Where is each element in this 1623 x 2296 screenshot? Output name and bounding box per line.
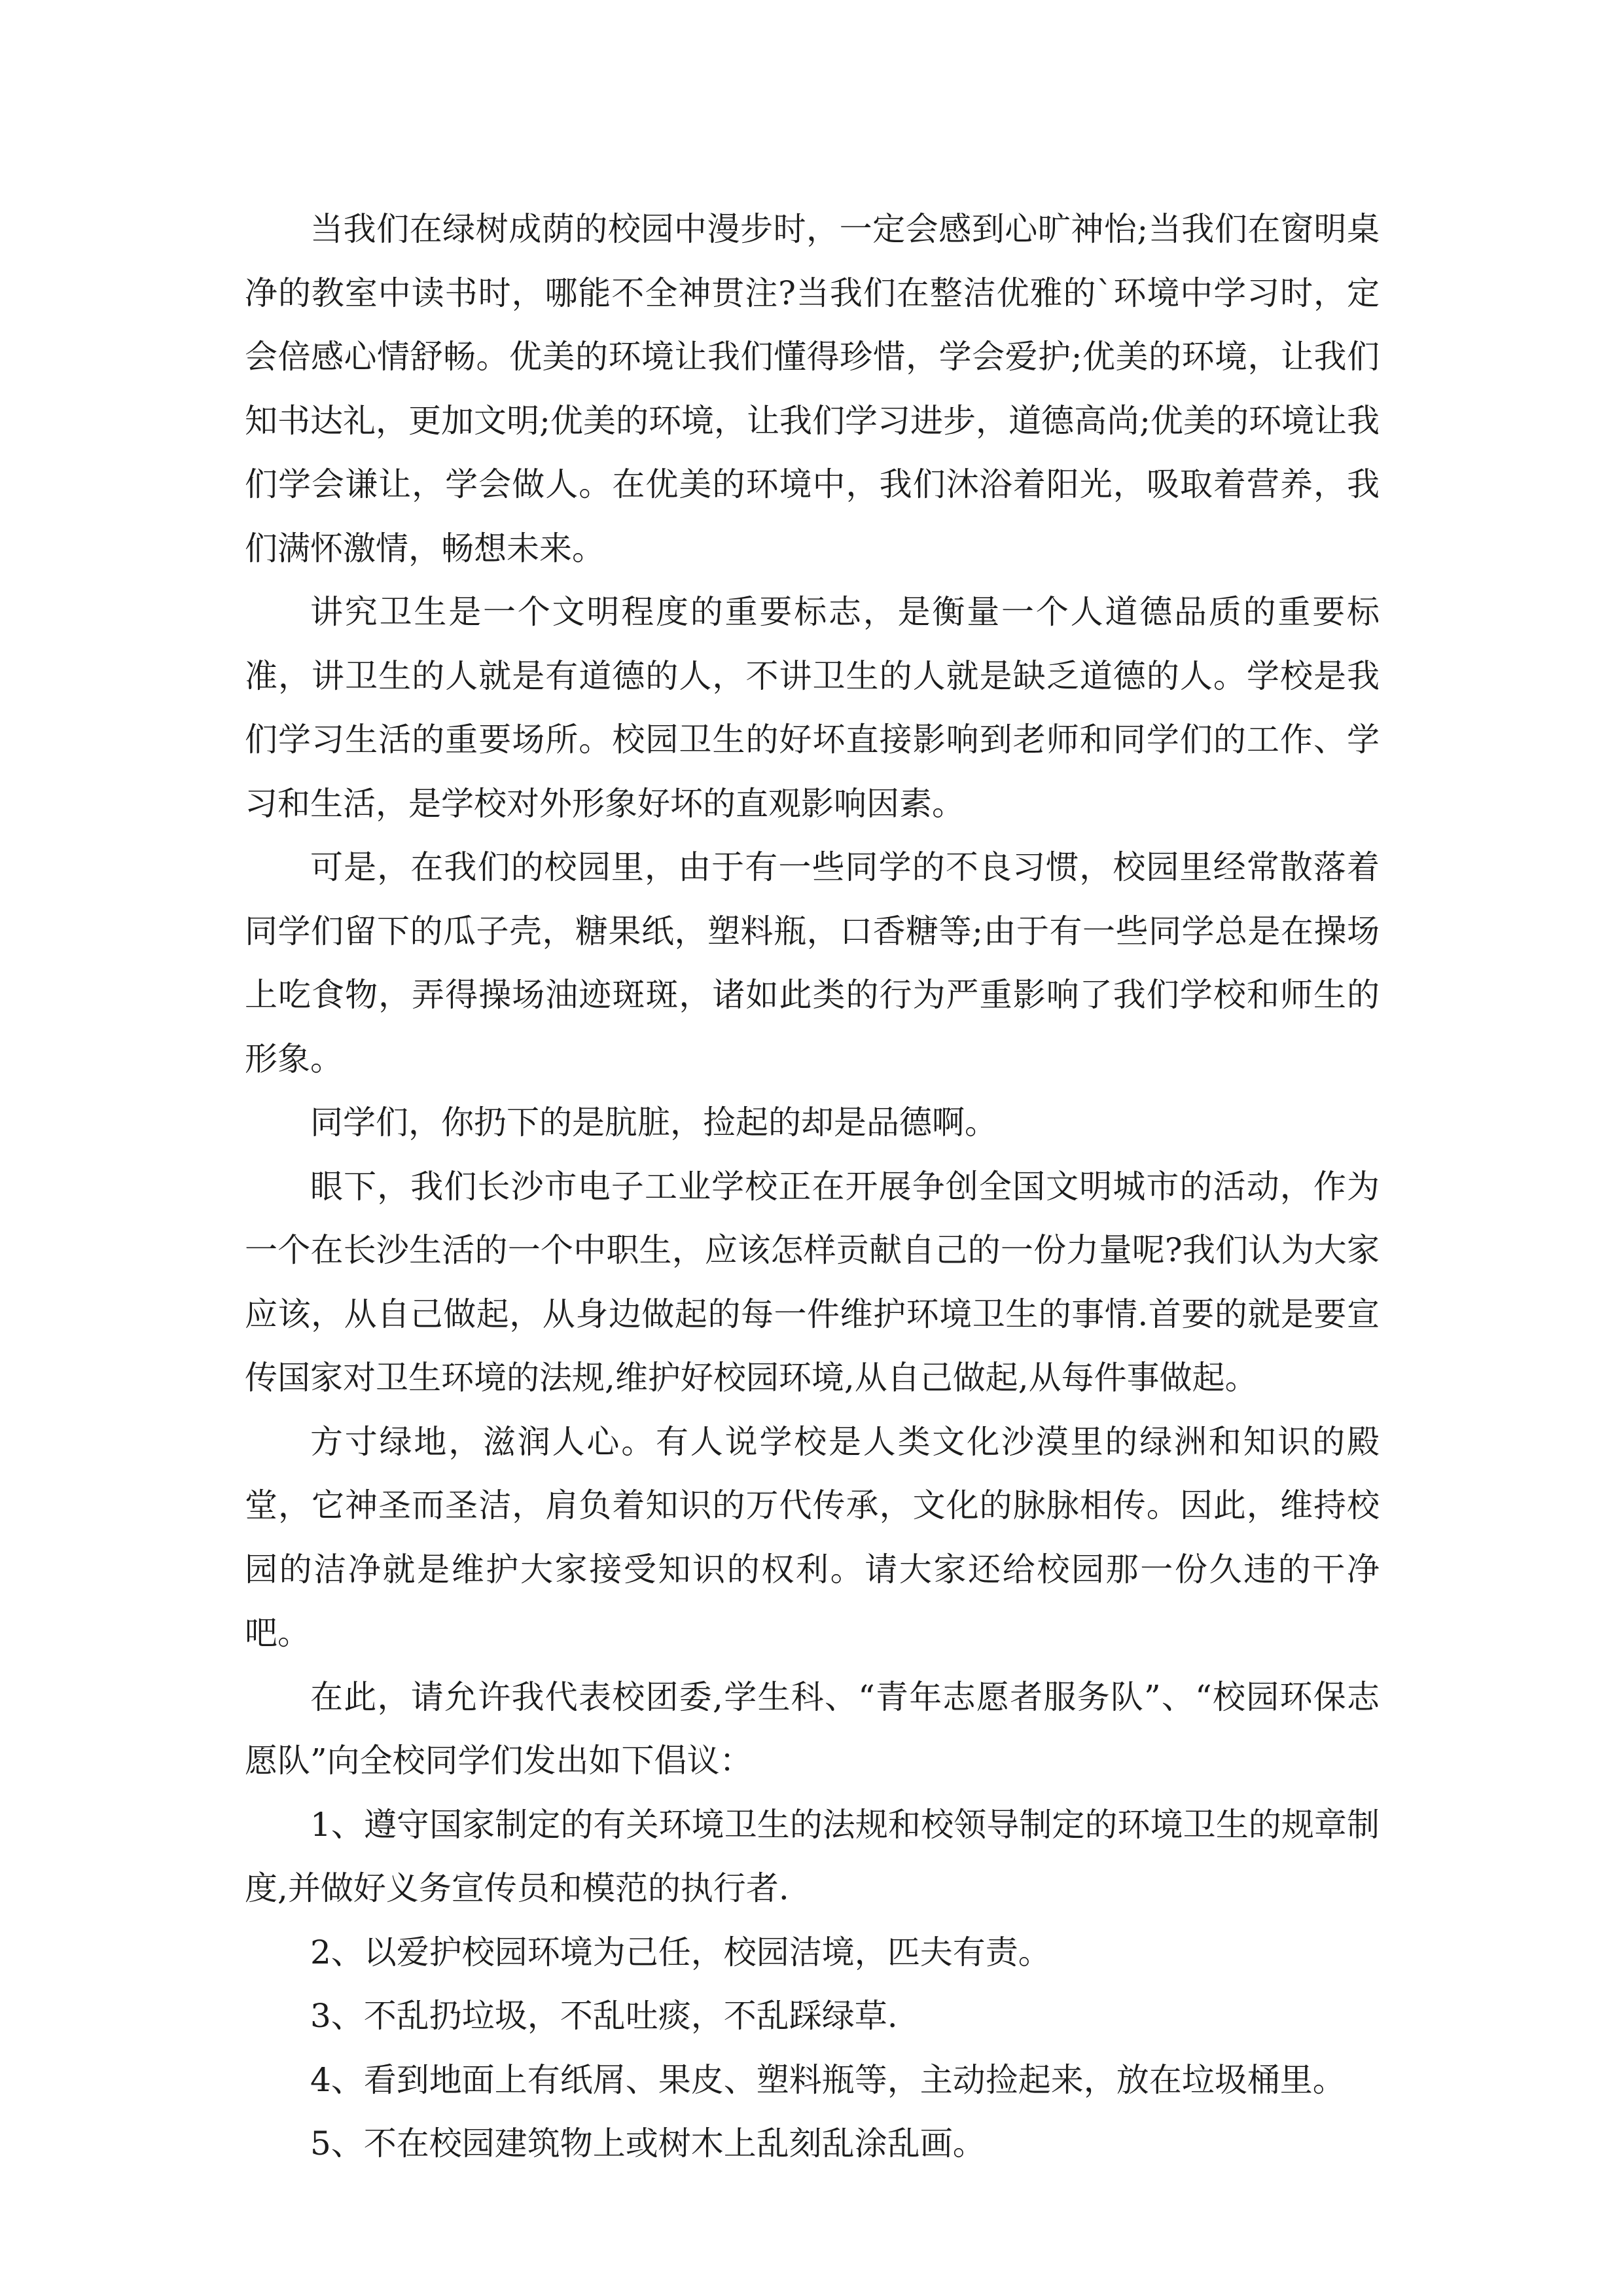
paragraph-classmates-appeal: 同学们，你扔下的是肮脏，捡起的却是品德啊。 xyxy=(310,1103,997,1141)
proposal-item-2: 2、以爱护校园环境为己任，校园洁境，匹夫有责。 xyxy=(310,1933,1051,1971)
proposal-item-4: 4、看到地面上有纸屑、果皮、塑料瓶等，主动捡起来，放在垃圾桶里。 xyxy=(310,2060,1346,2099)
paragraph-hygiene-importance: 讲究卫生是一个文明程度的重要标志，是衡量一个人道德品质的重要标准，讲卫生的人就是有道德的人，不讲卫生的人就是缺乏道德的人。学校是我们学习生活的重要场所。校园卫生的好坏直接影响到老师和同学们的工作、学习和生活，是学校对外形象好坏的直观影响因素。 xyxy=(245,593,1380,823)
document-body xyxy=(245,198,1380,2176)
proposal-item-3: 3、不乱扔垃圾，不乱吐痰，不乱踩绿草. xyxy=(310,1997,898,2035)
paragraph-bad-habits: 可是，在我们的校园里，由于有一些同学的不良习惯，校园里经常散落着同学们留下的瓜子壳，糖果纸，塑料瓶，口香糖等;由于有一些同学总是在操场上吃食物，弄得操场油迹斑斑，诸如此类的行为严重影响了我们学校和师生的形象。 xyxy=(245,848,1380,1078)
paragraph-green-campus: 方寸绿地，滋润人心。有人说学校是人类文化沙漠里的绿洲和知识的殿堂，它神圣而圣洁，肩负着知识的万代传承，文化的脉脉相传。因此，维持校园的洁净就是维护大家接受知识的权利。请大家还给校园那一份久违的干净吧。 xyxy=(245,1422,1380,1652)
paragraph-civilized-city: 眼下，我们长沙市电子工业学校正在开展争创全国文明城市的活动，作为一个在长沙生活的一个中职生，应该怎样贡献自己的一份力量呢?我们认为大家应该，从自己做起，从身边做起的每一件维护环境卫生的事情.首要的就是要宣传国家对卫生环境的法规,维护好校园环境,从自己做起,从每件事做起。 xyxy=(245,1167,1380,1397)
proposal-item-1: 1、遵守国家制定的有关环境卫生的法规和校领导制定的环境卫生的规章制度,并做好义务宣传员和模范的执行者. xyxy=(245,1805,1380,1907)
paragraph-environment-intro: 当我们在绿树成荫的校园中漫步时，一定会感到心旷神怡;当我们在窗明桌净的教室中读书时，哪能不全神贯注?当我们在整洁优雅的`环境中学习时，定会倍感心情舒畅。优美的环境让我们懂得珍惜，学会爱护;优美的环境，让我们知书达礼，更加文明;优美的环境，让我们学习进步，道德高尚;优美的环境让我们学会谦让，学会做人。在优美的环境中，我们沐浴着阳光，吸取着营养，我们满怀激情，畅想未来。 xyxy=(245,210,1380,567)
proposal-item-5: 5、不在校园建筑物上或树木上乱刻乱涂乱画。 xyxy=(310,2125,986,2162)
paragraph-proposal-intro: 在此，请允许我代表校团委,学生科、“青年志愿者服务队”、“校园环保志愿队”向全校同学们发出如下倡议： xyxy=(245,1677,1380,1780)
